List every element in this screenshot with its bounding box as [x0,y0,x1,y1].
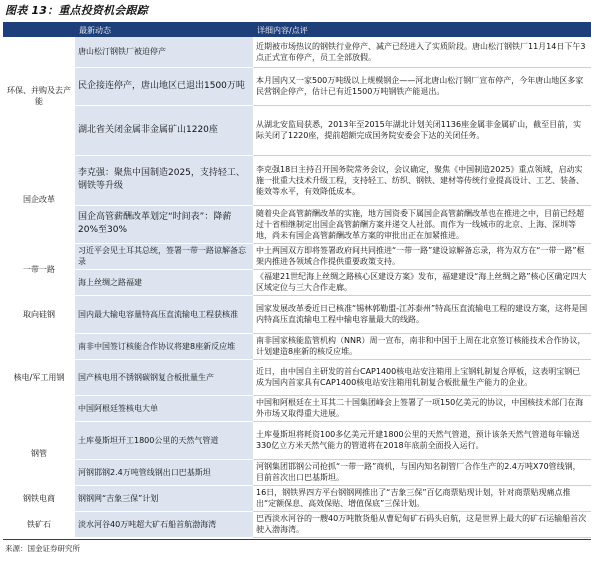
comment-cell: 河钢集团邯钢公司抢抓“一带一路”商机，与国内知名制管厂合作生产的2.4万吨X70管线钢，目前首次出口巴基斯坦。 [253,459,591,485]
news-cell: 习近平会见土耳其总统，签署一带一路谅解备忘录 [75,243,253,269]
news-cell: 国企高管薪酬改革划定“时间表”：降薪20%至30% [75,205,253,243]
category-cell: 钢管 [3,421,75,485]
news-cell: 国产核电用不锈钢碳钢复合板批量生产 [75,359,253,395]
news-cell: 海上丝绸之路福建 [75,269,253,295]
comment-cell: 南非国家核能监管机构（NNR）周一宣布，南非和中国于上周在北京签订核能技术合作协议，计划建造8座新的核反应堆。 [253,333,591,359]
comment-cell: 16日，钢铁界四方平台钢钢网推出了“吉象三保”百亿商票贴现计划，针对商票贴现痛点推出“定额保息、高效保贴、增值保底”三保计划。 [253,485,591,511]
category-cell: 一带一路 [3,243,75,295]
table-row [3,421,591,459]
comment-cell: 本月国内又一家500万吨级以上规模钢企——河北唐山松汀钢厂宣布停产，今年唐山地区多家民营钢企停产，估计已有近1500万吨钢铁产能退出。 [253,67,591,105]
comment-cell: 国家发展改革委近日已核准“锡林郭勒盟-江苏泰州”特高压直流输电工程的建设方案，这将是国内特高压直流输电工程中输电容量最大的线路。 [253,295,591,333]
comment-cell: 《福建21世纪海上丝绸之路核心区建设方案》发布，福建建设“海上丝绸之路”核心区确定四大区域定位与三大合作走廊。 [253,269,591,295]
header-comment: 详细内容/点评 [253,24,591,37]
news-cell: 湖北省关闭金属非金属矿山1220座 [75,105,253,155]
table-row [3,333,591,359]
category-cell: 核电/军工用钢 [3,333,75,421]
table-row [3,155,591,205]
comment-cell: 中国和阿根廷在土耳其二十国集团峰会上签署了一项150亿美元的协议，中国核技术部门在海外市场又取得重大进展。 [253,395,591,421]
table-header-row [3,24,591,37]
table-row [3,459,591,485]
news-cell: 国内最大输电容量特高压直流输电工程获核准 [75,295,253,333]
news-cell: 河钢邯钢2.4万吨管线钢出口巴基斯坦 [75,459,253,485]
news-cell: 唐山松汀钢铁厂被迫停产 [75,37,253,67]
table-row [3,105,591,155]
tracking-table [3,24,591,538]
figure-title: 图表 13：重点投资机会跟踪 [3,0,591,24]
header-category [3,24,75,37]
news-cell: 钢钢网“吉象三保”计划 [75,485,253,511]
category-cell: 国企改革 [3,155,75,243]
news-cell: 中国阿根廷签核电大单 [75,395,253,421]
table-row [3,485,591,511]
table-row [3,395,591,421]
category-cell: 环保、并购及去产能 [3,37,75,155]
table-row [3,269,591,295]
category-cell: 取向硅钢 [3,295,75,333]
comment-cell: 近日，由中国自主研发的首台CAP1400核电站安注箱用上宝钢轧制复合厚板，这表明宝钢已成为国内首家具有CAP1400核电站安注箱用轧制复合板批量生产能力的企业。 [253,359,591,395]
news-cell: 南非中国签订核能合作协议将建8座新反应堆 [75,333,253,359]
source-note: 来源：国金证券研究所 [5,544,80,553]
table-row [3,243,591,269]
category-cell: 钢铁电商 [3,485,75,511]
comment-cell: 从湖北安监局获悉，2013年至2015年湖北计划关闭1136座金属非金属矿山，截至目前，实际关闭了1220座，提前超额完成国务院安委会下达的关闭任务。 [253,105,591,155]
table-row [3,295,591,333]
news-cell: 淡水河谷40万吨超大矿石船首航渤海湾 [75,511,253,537]
category-cell: 铁矿石 [3,511,75,537]
table-row [3,37,591,67]
comment-cell: 随着央企高管薪酬改革的实施，地方国资委下属国企高管薪酬改革也在推进之中，目前已经超过十省相继制定出国企高管薪酬方案并递交人社部。而作为一线城市的北京、上海、深圳等地，尚未有国企高管薪酬改革方案的审批出正在加紧推进。 [253,205,591,243]
bottom-rule [3,539,591,540]
comment-cell: 土库曼斯坦将耗资100多亿美元开建1800公里的天然气管道，预计该条天然气管道每年输送330亿立方米天然气能力的管道将在2018年底前全面投入运行。 [253,421,591,459]
table-row [3,205,591,243]
comment-cell: 李克强18日主持召开国务院常务会议，会议确定，聚焦《中国制造2025》重点领域，启动实施一批重大技术升级工程，支持轻工、纺织、钢铁、建材等传统行业提高设计、工艺、装备、能效等水平，有效降低成本。 [253,155,591,205]
comment-cell: 巴西淡水河谷的一艘40万吨散货船从曹妃甸矿石码头启航，这是世界上最大的矿石运输船首次驶入渤海湾。 [253,511,591,537]
table-row [3,511,591,537]
news-cell: 李克强：聚焦中国制造2025，支持轻工、钢铁等升级 [75,155,253,205]
news-cell: 民企接连停产，唐山地区已退出1500万吨 [75,67,253,105]
comment-cell: 近期被市场热议的钢铁行业停产、减产已经进入了实质阶段。唐山松汀钢铁厂11月14日下午3点正式宣布停产，员工全部放假。 [253,37,591,67]
comment-cell: 中土两国双方即将签署政府间共同推进“一带一路”建设谅解备忘录，将为双方在“一带一路”框架内推进各领域合作提供重要政策支持。 [253,243,591,269]
news-cell: 土库曼斯坦开工1800公里的天然气管道 [75,421,253,459]
table-row [3,67,591,105]
header-news: 最新动态 [75,24,253,37]
table-row [3,359,591,395]
